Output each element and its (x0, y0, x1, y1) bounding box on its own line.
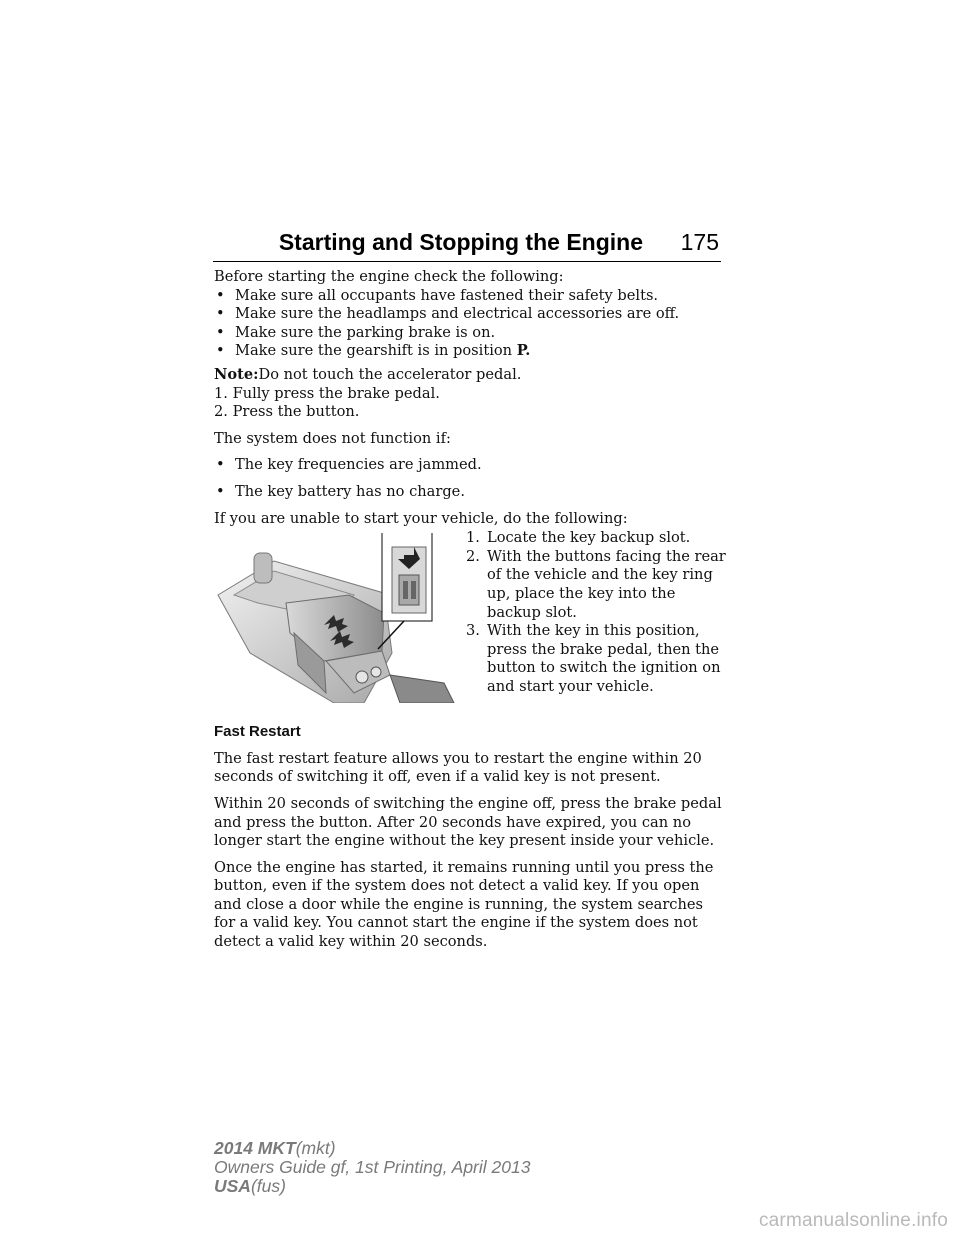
bullet-icon: • (216, 305, 225, 323)
bullet-icon: • (216, 342, 225, 360)
bullet-icon: • (216, 482, 225, 500)
fast-restart-paragraph: Within 20 seconds of switching the engine off, press the brake pedal and press the button. After 20 seconds have expired, you can no longer start the engine without the key present inside your vehicle. (214, 794, 722, 850)
section-header-title: Starting and Stopping the Engine (278, 229, 643, 255)
backup-step: 2. With the buttons facing the rear of the vehicle and the key ring up, place the key into the backup slot. (466, 547, 726, 621)
intro-text: Before starting the engine check the following: (214, 268, 564, 285)
checklist-item: • Make sure the gearshift is in position P. (216, 342, 531, 360)
no-function-item: • The key frequencies are jammed. (216, 456, 482, 474)
start-step: 2. Press the button. (214, 403, 360, 421)
checklist-item: • Make sure the parking brake is on. (216, 323, 496, 341)
no-function-intro: The system does not function if: (214, 429, 451, 447)
fast-restart-paragraph: Once the engine has started, it remains running until you press the button, even if the system does not detect a valid key. If you open and close a door while the engine is running, the system searches for a valid key. You cannot start the engine if the system does not detect a valid key within 20 seconds. (214, 858, 714, 951)
footer-model: 2014 MKT(mkt) (214, 1138, 336, 1158)
gear-position: P. (516, 342, 531, 360)
bullet-icon: • (216, 456, 225, 474)
no-function-item: • The key battery has no charge. (216, 482, 465, 500)
checklist-item: • Make sure the headlamps and electrical accessories are off. (216, 305, 680, 323)
fast-restart-heading: Fast Restart (214, 723, 301, 741)
backup-steps (466, 529, 726, 696)
note (214, 366, 724, 385)
note-label: Note: (214, 365, 259, 383)
bullet-icon: • (216, 323, 225, 341)
unable-intro: If you are unable to start your vehicle, do the following: (214, 509, 628, 527)
backup-slot-section (214, 529, 724, 715)
footer-guide: Owners Guide gf, 1st Printing, April 2013 (214, 1157, 531, 1177)
start-step: 1. Fully press the brake pedal. (214, 384, 440, 402)
page-footer (214, 1139, 530, 1196)
fast-restart-paragraph: The fast restart feature allows you to restart the engine within 20 seconds of switching it off, even if a valid key is not present. (214, 749, 702, 786)
backup-step: 3. With the key in this position, press the brake pedal, then the button to switch the ignition on and start your vehicle. (466, 622, 721, 695)
page-body (214, 268, 724, 952)
checklist-item: • Make sure all occupants have fastened their safety belts. (216, 286, 659, 304)
page-header (213, 227, 721, 262)
backup-step: 1. Locate the key backup slot. (466, 529, 691, 547)
key-backup-slot-illustration (214, 533, 461, 703)
watermark: carmanualsonline.info (758, 1210, 948, 1231)
note-text: Do not touch the accelerator pedal. (258, 365, 522, 383)
page-number: 175 (680, 229, 719, 255)
bullet-icon: • (216, 286, 225, 304)
footer-market: USA(fus) (214, 1176, 286, 1196)
